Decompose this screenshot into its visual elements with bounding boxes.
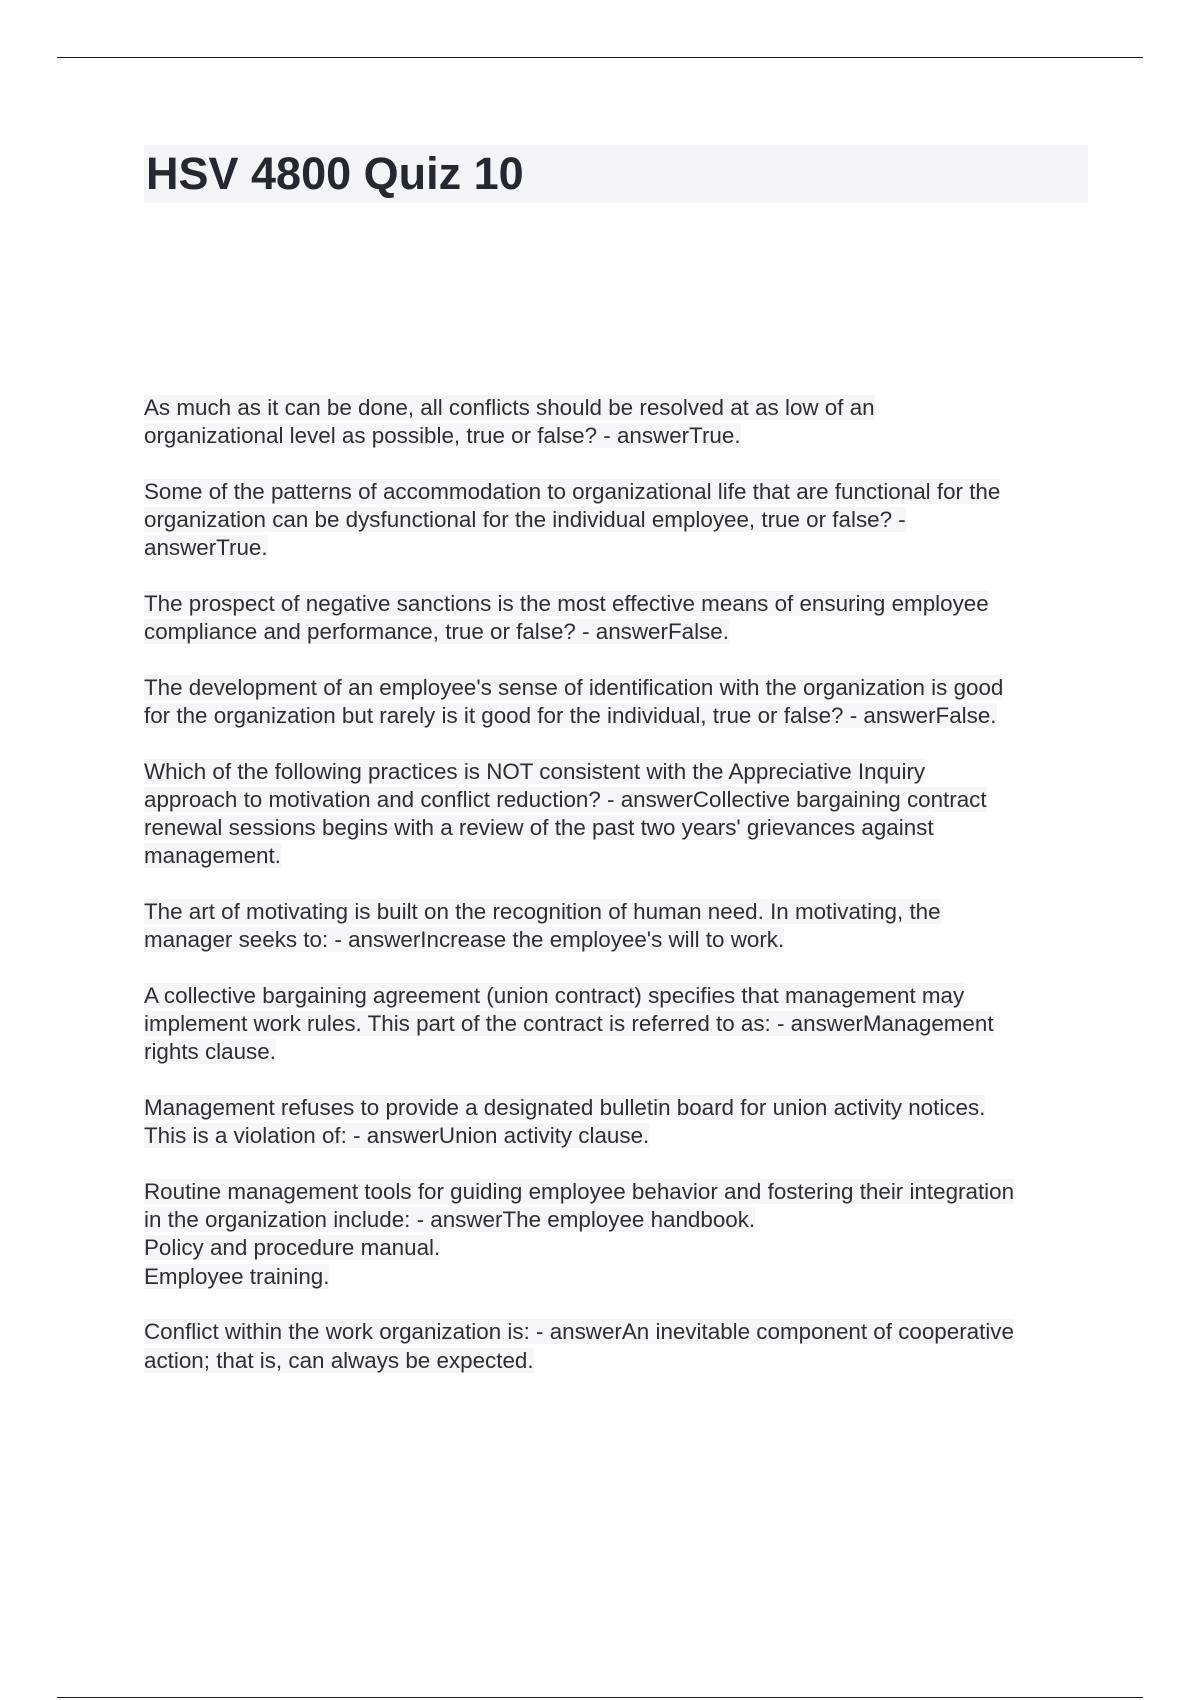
qa-item-6	[144, 898, 1094, 954]
qa-text: The development of an employee's sense of identification with the organization is good for the organization but rarely is it good for the individual, true or false? - answerFalse.	[144, 674, 1004, 729]
qa-item-2	[144, 478, 1094, 563]
qa-item-5	[144, 758, 1094, 871]
title-block	[144, 145, 1088, 203]
qa-item-10	[144, 1318, 1094, 1374]
qa-text: Conflict within the work organization is: - answerAn inevitable component of cooperative action; that is, can always be expected.	[144, 1319, 1014, 1373]
qa-text: Routine management tools for guiding employee behavior and fostering their integration in the organization include: - answerThe employee handbook. Policy and procedure manual. Employee training.	[144, 1179, 1015, 1289]
qa-text: Management refuses to provide a designated bulletin board for union activity notices. This is a violation of: - answerUnion activity clause.	[144, 1095, 986, 1149]
qa-item-4	[144, 674, 1094, 730]
qa-text: A collective bargaining agreement (union contract) specifies that management may implement work rules. This part of the contract is referred to as: - answerManagement rights clause.	[144, 983, 994, 1065]
qa-text: The art of motivating is built on the recognition of human need. In motivating, the manager seeks to: - answerIncrease the employee's will to work.	[144, 899, 941, 953]
qa-list	[144, 394, 1094, 1402]
document-title: HSV 4800 Quiz 10	[146, 148, 524, 199]
qa-item-3	[144, 590, 1094, 646]
qa-text: The prospect of negative sanctions is the most effective means of ensuring employee compliance and performance, true or false? - answerFalse.	[144, 591, 989, 645]
qa-item-8	[144, 1094, 1094, 1150]
qa-text: As much as it can be done, all conflicts should be resolved at as low of an organizational level as possible, true or false? - answerTrue.	[144, 395, 875, 449]
bottom-rule	[57, 1697, 1143, 1698]
qa-item-1	[144, 394, 1094, 450]
qa-text: Some of the patterns of accommodation to organizational life that are functional for the organization can be dysfunctional for the individual employee, true or false? - answerTrue.	[144, 478, 1001, 561]
top-rule	[57, 57, 1143, 58]
qa-item-7	[144, 982, 1094, 1067]
qa-text: Which of the following practices is NOT consistent with the Appreciative Inquiry approach to motivation and conflict reduction? - answerCollective bargaining contract renewal sessions begins with a review of the past two years' grievances against management.	[144, 758, 987, 869]
qa-item-9	[144, 1178, 1094, 1291]
